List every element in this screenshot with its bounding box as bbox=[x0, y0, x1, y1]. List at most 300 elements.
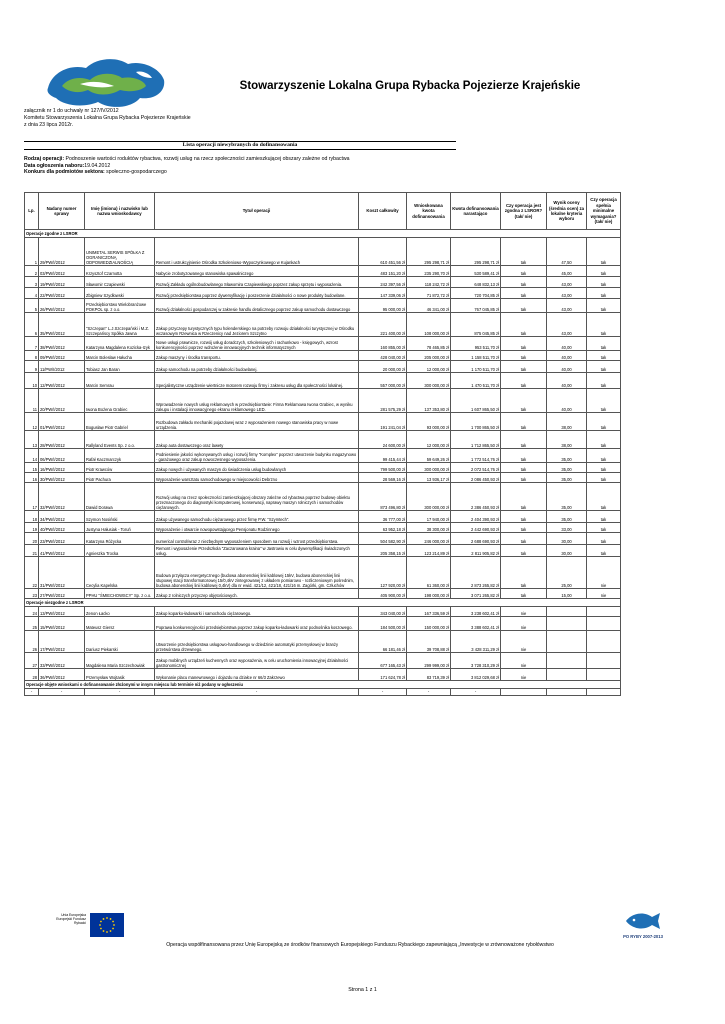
cell-lp: 25 bbox=[25, 617, 39, 631]
cell-cost: 147 339,06 zł bbox=[359, 288, 407, 299]
cell-requested: 108 000,00 zł bbox=[407, 313, 451, 337]
cell-requested: 71 872,72 zł bbox=[407, 288, 451, 299]
cell-score: 30,00 bbox=[547, 545, 587, 557]
cell-cumulative: 3 812 029,68 zł bbox=[451, 669, 501, 681]
cell-title: Zakup auta dostawczego oraz lawety bbox=[155, 431, 359, 449]
cell-lp: 27 bbox=[25, 653, 39, 669]
cell-applicant: Agnieszka Trocka bbox=[85, 545, 155, 557]
cell-lp: 7 bbox=[25, 337, 39, 351]
cell-requested: 167 336,59 zł bbox=[407, 607, 451, 617]
cell-score: 45,00 bbox=[547, 266, 587, 277]
cell-cost: 20 000,00 zł bbox=[359, 361, 407, 373]
cell-lp: 8 bbox=[25, 351, 39, 361]
table-row bbox=[25, 545, 621, 557]
cell-cost: 95 000,00 zł bbox=[359, 299, 407, 313]
cell-lp: 24 bbox=[25, 607, 39, 617]
cell-score: 33,00 bbox=[547, 523, 587, 533]
cell-case: 03/PW/I/2012 bbox=[39, 266, 85, 277]
page-number: Strona 1 z 1 bbox=[348, 987, 377, 993]
empty-cell: - bbox=[359, 689, 407, 696]
cell-compliant: tak bbox=[501, 413, 547, 431]
cell-applicant: Mateusz Giersz bbox=[85, 617, 155, 631]
column-header: Czy operacja jest zgodna z LSROR? (tak/ nie) bbox=[501, 193, 547, 230]
cell-title: Utworzenie przedsiębiorstwa usługowo-handlowego w dziedzinie automatyki przemysłowej w branży przetwórstwa drzewnego. bbox=[155, 631, 359, 653]
organization-title: Stowarzyszenie Lokalna Grupa Rybacka Pojezierze Krajeńskie bbox=[239, 80, 581, 92]
table-row bbox=[25, 277, 621, 288]
cell-case: 33/PW/I/2012 bbox=[39, 653, 85, 669]
cell-minreq: tak bbox=[587, 277, 621, 288]
cell-applicant: Piotr Krawców bbox=[85, 463, 155, 473]
cell-requested: 295 298,71 zł bbox=[407, 238, 451, 266]
cell-cumulative: 648 832,13 zł bbox=[451, 277, 501, 288]
cell-lp: 12 bbox=[25, 413, 39, 431]
cell-score bbox=[547, 669, 587, 681]
cell-applicant: Sławomir Czapiewski bbox=[85, 277, 155, 288]
cell-title: Zakup używanego samochodu ciężarowego przez firmę P.W. "Szymtech". bbox=[155, 511, 359, 523]
cell-title: Zakup mobilnych urządzeń kuchennych oraz wyposażenia, w celu uruchomienia innowacyjnej działalności gastronomicznej bbox=[155, 653, 359, 669]
cell-compliant: tak bbox=[501, 589, 547, 599]
cell-title: Rozwój Zakładu ogólnobudowlanego Sławomira Czapiewskiego poprzez zakup sprzętu i wyposażenia. bbox=[155, 277, 359, 288]
cell-cost: 184 500,00 zł bbox=[359, 617, 407, 631]
eu-star bbox=[112, 921, 114, 923]
cell-cumulative: 1 170 511,70 zł bbox=[451, 361, 501, 373]
cell-case: 20/PW/I/2012 bbox=[39, 389, 85, 413]
cell-score bbox=[547, 653, 587, 669]
cell-score: 35,00 bbox=[547, 483, 587, 511]
cell-case: 30/PW/I/2012 bbox=[39, 473, 85, 483]
cell-lp: 3 bbox=[25, 277, 39, 288]
cell-cumulative: 530 589,41 zł bbox=[451, 266, 501, 277]
eu-star bbox=[110, 930, 112, 932]
cell-cumulative: 3 238 602,41 zł bbox=[451, 607, 501, 617]
call-info bbox=[24, 156, 484, 176]
section-compliant bbox=[25, 230, 621, 238]
table-row bbox=[25, 337, 621, 351]
cell-applicant: Szymon Nosiński bbox=[85, 511, 155, 523]
empty-cell bbox=[547, 689, 587, 696]
cell-compliant: tak bbox=[501, 373, 547, 389]
cell-lp: 15 bbox=[25, 463, 39, 473]
cell-compliant: nie bbox=[501, 669, 547, 681]
cell-minreq bbox=[587, 669, 621, 681]
column-header: Wnioskowana kwota dofinansowania bbox=[407, 193, 451, 230]
cell-case: 28/PW/I/2012 bbox=[39, 431, 85, 449]
cell-case: 35/PW/I/2012 bbox=[39, 313, 85, 337]
empty-cell bbox=[501, 689, 547, 696]
cell-applicant: Marcin Semrau bbox=[85, 373, 155, 389]
cell-lp: 11 bbox=[25, 389, 39, 413]
operation-type-value: Podnoszenie wartości roduktów rybactwa, rozwój usług na rzecz społeczności zamieszkującej obszary zależne od rybactwa bbox=[65, 156, 350, 162]
funding-note: Operacja współfinansowana przez Unię Europejską ze środków finansowych Europejskiego Funduszu Rybackiego zapewniającą „Inwestycje w zrównoważone rybołówstwo bbox=[166, 942, 554, 948]
cell-cumulative: 875 045,85 zł bbox=[451, 313, 501, 337]
cell-cumulative: 720 704,85 zł bbox=[451, 288, 501, 299]
cell-cost: 205 358,15 zł bbox=[359, 545, 407, 557]
cell-case: 01/PW/I/2012 bbox=[39, 413, 85, 431]
cell-title: Wyposażenie warsztatu samochodowego w miejscowości Debrzno bbox=[155, 473, 359, 483]
operations-table bbox=[24, 192, 621, 696]
cell-case: 12/PW/I/2012 bbox=[39, 373, 85, 389]
cell-cost: 171 624,78 zł bbox=[359, 669, 407, 681]
cell-compliant: tak bbox=[501, 533, 547, 545]
cell-cost: 66 181,46 zł bbox=[359, 631, 407, 653]
cell-title: Zakup nowych i używanych maszyn do świadczenia usług budowlanych bbox=[155, 463, 359, 473]
table-row bbox=[25, 288, 621, 299]
cell-case: 26/PW/I/2012 bbox=[39, 299, 85, 313]
cell-cost: 799 500,00 zł bbox=[359, 463, 407, 473]
cell-cumulative: 2 688 690,93 zł bbox=[451, 533, 501, 545]
cell-compliant: tak bbox=[501, 361, 547, 373]
cell-compliant: nie bbox=[501, 607, 547, 617]
table-row bbox=[25, 483, 621, 511]
cell-case: 32/PW/I/2012 bbox=[39, 483, 85, 511]
cell-title: Zakup koparko-ładowarki i samochodu ciężarowego. bbox=[155, 607, 359, 617]
table-row bbox=[25, 669, 621, 681]
cell-lp: 20 bbox=[25, 533, 39, 545]
cell-title: Zakup przyczepy turystycznych typu holenderskiego na potrzeby rozwoju działalności turystycznej w Ośrodku wczasowym Rzewnica w Rzeczenicy nad Jeziorem Szczytno bbox=[155, 313, 359, 337]
cell-title: Budowa przyłącza energetycznego (budowa abonenckiej linii kablowej 15kV, budowa abonenckiej linii stupowej stacji transformatorowej 15/0,4kV zintegrowanej z układem pomiarowo - rozliczeniowym pośrednim, budowa abonenckiej linii kablowej 0,4kV) dla nr ewid. 421/12, 421/18, 421/16 m. Zagórki, gm. Człuchów bbox=[155, 557, 359, 589]
cell-lp: 2 bbox=[25, 266, 39, 277]
cell-cost: 99 415,44 zł bbox=[359, 449, 407, 463]
cell-compliant: tak bbox=[501, 483, 547, 511]
section-late bbox=[25, 681, 621, 689]
cell-lp: 4 bbox=[25, 288, 39, 299]
cell-title: Nowe usługi prawnicze, rozwój usług doradczych, szkoleniowych i rachunkowo - księgowych, wzrost konkurencyjności poprzez wdrożenie innowacyjnych technik informatycznych bbox=[155, 337, 359, 351]
cell-score: 40,00 bbox=[547, 351, 587, 361]
cell-cumulative: 3 428 311,29 zł bbox=[451, 631, 501, 653]
cell-lp: 21 bbox=[25, 545, 39, 557]
cell-compliant: tak bbox=[501, 463, 547, 473]
cell-applicant: Justyna Hałusiak - Toruń bbox=[85, 523, 155, 533]
table-row bbox=[25, 238, 621, 266]
cell-lp: 16 bbox=[25, 473, 39, 483]
cell-applicant: Zbigniew Szydłowski bbox=[85, 288, 155, 299]
table-row bbox=[25, 389, 621, 413]
eu-star bbox=[100, 928, 102, 930]
operation-type-label: Rodzaj operacji: bbox=[24, 156, 65, 162]
cell-compliant: tak bbox=[501, 266, 547, 277]
cell-minreq: tak bbox=[587, 373, 621, 389]
cell-requested: 12 000,00 zł bbox=[407, 431, 451, 449]
cell-case: 23/PW/I/2012 bbox=[39, 533, 85, 545]
cell-cumulative: 2 404 390,93 zł bbox=[451, 511, 501, 523]
cell-minreq: tak bbox=[587, 238, 621, 266]
table-row bbox=[25, 653, 621, 669]
list-title: Lista operacji niewybranych do dofinansowania bbox=[24, 141, 456, 150]
cell-case: 27/PW/I/2012 bbox=[39, 589, 85, 599]
table-row bbox=[25, 617, 621, 631]
cell-minreq: tak bbox=[587, 463, 621, 473]
eu-star bbox=[106, 931, 108, 933]
cell-applicant: Krzysztof Czarnotta bbox=[85, 266, 155, 277]
cell-title: Podniesienie jakości wykonywanych usług i rozwój firmy "Komplex" poprzez utworzenie budynku magazynowo - garażowego oraz zakup nowoczesnego wyposażenia. bbox=[155, 449, 359, 463]
sector bbox=[24, 169, 484, 176]
column-header: Czy operacja spełnia minimalne wymagania? (tak/ nie) bbox=[587, 193, 621, 230]
cell-score: 43,00 bbox=[547, 299, 587, 313]
cell-cumulative: 1 772 514,76 zł bbox=[451, 449, 501, 463]
cell-compliant: tak bbox=[501, 337, 547, 351]
table-row bbox=[25, 631, 621, 653]
cell-case: 29/PW/I/2012 bbox=[39, 238, 85, 266]
cell-score: 40,00 bbox=[547, 389, 587, 413]
cell-minreq bbox=[587, 607, 621, 617]
cell-cost: 428 040,00 zł bbox=[359, 351, 407, 361]
cell-cost: 63 952,18 zł bbox=[359, 523, 407, 533]
table-row bbox=[25, 413, 621, 431]
cell-cost: 343 040,00 zł bbox=[359, 607, 407, 617]
date-line: z dnia 23 lipca 2012r. bbox=[24, 122, 74, 128]
cell-minreq: tak bbox=[587, 533, 621, 545]
cell-cost: 504 582,90 zł bbox=[359, 533, 407, 545]
cell-score: 40,00 bbox=[547, 361, 587, 373]
cell-score: 38,00 bbox=[547, 413, 587, 431]
cell-applicant: Cecylia Kapelska bbox=[85, 557, 155, 589]
cell-cumulative: 295 298,71 zł bbox=[451, 238, 501, 266]
cell-cost: 873 496,80 zł bbox=[359, 483, 407, 511]
empty-cell: - bbox=[25, 689, 39, 696]
column-header: Koszt całkowity bbox=[359, 193, 407, 230]
cell-minreq: tak bbox=[587, 351, 621, 361]
cell-applicant: Piotr Pachura bbox=[85, 473, 155, 483]
cell-minreq: tak bbox=[587, 473, 621, 483]
cell-case: 09/PW/I/2012 bbox=[39, 351, 85, 361]
cell-lp: 13 bbox=[25, 431, 39, 449]
eu-star bbox=[112, 928, 114, 930]
cell-score bbox=[547, 631, 587, 653]
cell-case: 06/PW/I/2012 bbox=[39, 449, 85, 463]
section-label: Operacje zgodne z LSROR bbox=[25, 230, 621, 238]
cell-title: numerical control/wraz z niezbędnym wyposażeniem sposobem na rozwój i wzrost przedsiębiorstwa. bbox=[155, 533, 359, 545]
cell-case: 38/PW/I/2012 bbox=[39, 337, 85, 351]
cell-requested: 46 341,00 zł bbox=[407, 299, 451, 313]
cell-case: 34/PW/I/2012 bbox=[39, 511, 85, 523]
cell-title: Wyposażenie i otwarcie nowopowstającego Pensjonatu Rodzinnego bbox=[155, 523, 359, 533]
cell-requested: 78 465,85 zł bbox=[407, 337, 451, 351]
cell-requested: 300 000,00 zł bbox=[407, 483, 451, 511]
cell-compliant: tak bbox=[501, 545, 547, 557]
cell-title: Specjalistyczne urządzenie wiertnicze motorem rozwoju firmy i zakresu usług dla społeczności lokalnej. bbox=[155, 373, 359, 389]
cell-score: 30,00 bbox=[547, 533, 587, 545]
empty-cell: - bbox=[39, 689, 85, 696]
cell-cumulative: 3 728 310,29 zł bbox=[451, 653, 501, 669]
empty-cell: - bbox=[85, 689, 155, 696]
cell-score: 15,00 bbox=[547, 589, 587, 599]
cell-requested: 150 000,00 zł bbox=[407, 617, 451, 631]
cell-compliant: tak bbox=[501, 473, 547, 483]
cell-applicant: UNIMETAL SERWIS SPÓŁKA Z OGRANICZONĄ ODPOWIEDZIALNOŚCIĄ bbox=[85, 238, 155, 266]
table-row bbox=[25, 299, 621, 313]
section-label: Operacje objęte wnioskami o dofinansowanie złożonymi w innym miejscu lub terminie niż podany w ogłoszeniu bbox=[25, 681, 621, 689]
cell-score: 25,00 bbox=[547, 557, 587, 589]
cell-requested: 246 000,00 zł bbox=[407, 533, 451, 545]
empty-cell bbox=[587, 689, 621, 696]
cell-cumulative: 1 607 865,50 zł bbox=[451, 389, 501, 413]
empty-cell: - bbox=[407, 689, 451, 696]
cell-title: Zakup maszyny i środka transportu. bbox=[155, 351, 359, 361]
cell-compliant: tak bbox=[501, 313, 547, 337]
column-header: Nadany numer sprawy bbox=[39, 193, 85, 230]
section-noncompliant bbox=[25, 599, 621, 607]
cell-case: 17/PW/I/2012 bbox=[39, 631, 85, 653]
section-label: Operacje niezgodne z LSROR bbox=[25, 599, 621, 607]
cell-cumulative: 1 470 511,70 zł bbox=[451, 373, 501, 389]
cell-applicant: Rafał Kaczmarczyk bbox=[85, 449, 155, 463]
cell-cumulative: 1 158 511,70 zł bbox=[451, 351, 501, 361]
cell-cost: 557 000,00 zł bbox=[359, 373, 407, 389]
cell-requested: 300 000,00 zł bbox=[407, 373, 451, 389]
operations-table-wrapper bbox=[24, 192, 620, 696]
cell-title: Rozbudowa zakładu mechaniki pojazdowej wraz z wyposażeniem nowego stanowiska pracy w nowe urządzenia. bbox=[155, 413, 359, 431]
cell-lp: 19 bbox=[25, 523, 39, 533]
cell-cost: 221 400,00 zł bbox=[359, 313, 407, 337]
cell-lp: 9 bbox=[25, 361, 39, 373]
cell-minreq: tak bbox=[587, 288, 621, 299]
cell-requested: 17 940,00 zł bbox=[407, 511, 451, 523]
table-row bbox=[25, 523, 621, 533]
table-row bbox=[25, 473, 621, 483]
cell-compliant: nie bbox=[501, 631, 547, 653]
cell-cost: 281 575,29 zł bbox=[359, 389, 407, 413]
cell-applicant: Dariusz Piekarski bbox=[85, 631, 155, 653]
announcement-date-value: 19.04.2012 bbox=[84, 162, 111, 169]
cell-requested: 61 360,00 zł bbox=[407, 557, 451, 589]
cell-applicant: Katarzyna Różycka bbox=[85, 533, 155, 545]
cell-lp: 14 bbox=[25, 449, 39, 463]
cell-cost: 483 151,20 zł bbox=[359, 266, 407, 277]
cell-compliant: tak bbox=[501, 389, 547, 413]
cell-cumulative: 767 045,85 zł bbox=[451, 299, 501, 313]
cell-score: 35,00 bbox=[547, 463, 587, 473]
cell-cost: 28 569,16 zł bbox=[359, 473, 407, 483]
cell-minreq: tak bbox=[587, 483, 621, 511]
fishery-program-logo bbox=[622, 907, 664, 941]
cell-case: 19/PW/I/2012 bbox=[39, 277, 85, 288]
cell-requested: 198 000,00 zł bbox=[407, 589, 451, 599]
table-row bbox=[25, 511, 621, 523]
cell-requested: 299 999,00 zł bbox=[407, 653, 451, 669]
cell-minreq bbox=[587, 617, 621, 631]
operation-type bbox=[24, 156, 484, 163]
cell-lp: 22 bbox=[25, 557, 39, 589]
cell-cost: 610 451,56 zł bbox=[359, 238, 407, 266]
cell-case: 16/PW/I/2012 bbox=[39, 463, 85, 473]
cell-applicant: Iwona Bożena Grabiec bbox=[85, 389, 155, 413]
eu-label: Unia Europejska Europejski Fundusz Rybacki bbox=[56, 913, 86, 926]
column-header: Tytuł operacji bbox=[155, 193, 359, 230]
cell-lp: 28 bbox=[25, 669, 39, 681]
cell-case: 15/PW/I/2012 bbox=[39, 617, 85, 631]
cell-lp: 26 bbox=[25, 631, 39, 653]
cell-applicant: Przedsiębiorstwo Wielobranżowe POKPOL sp. z o.o. bbox=[85, 299, 155, 313]
cell-score: 38,00 bbox=[547, 431, 587, 449]
cell-requested: 93 000,00 zł bbox=[407, 413, 451, 431]
cell-minreq: tak bbox=[587, 361, 621, 373]
cell-cumulative: 2 442 690,93 zł bbox=[451, 523, 501, 533]
cell-title: Zakup samochodu na potrzeby działalności budowlanej. bbox=[155, 361, 359, 373]
column-header: Lp. bbox=[25, 193, 39, 230]
cell-title: Remont i wyposażenie Przedszkola "Zaczarowana kraina" w Jastrowiu w celu dywersyfikacji świadczonych usług. bbox=[155, 545, 359, 557]
cell-score: 35,00 bbox=[547, 449, 587, 463]
cell-requested: 205 000,00 zł bbox=[407, 351, 451, 361]
cell-minreq: tak bbox=[587, 511, 621, 523]
cell-minreq: tak bbox=[587, 266, 621, 277]
cell-cumulative: 2 386 450,93 zł bbox=[451, 483, 501, 511]
cell-compliant: tak bbox=[501, 277, 547, 288]
cell-compliant: tak bbox=[501, 351, 547, 361]
cell-compliant: tak bbox=[501, 511, 547, 523]
cell-cost: 127 920,00 zł bbox=[359, 557, 407, 589]
cell-case: 40/PW/I/2012 bbox=[39, 523, 85, 533]
cell-requested: 300 000,00 zł bbox=[407, 463, 451, 473]
committee-line: Komitetu Stowarzyszenia Lokalna Grupa Rybacka Pojezierze Krajeńskie bbox=[24, 115, 191, 121]
cell-compliant: tak bbox=[501, 557, 547, 589]
announcement-date-label: Data ogłoszenia naboru: bbox=[24, 162, 85, 169]
cell-case: 31/PW/I/2012 bbox=[39, 557, 85, 589]
cell-title: Wprowadzenie nowych usług reklamowych w przedsiębiorstwie: Firma Reklamowa Iwona Grabiec, w wyniku zakupu i instalacji innowacyjnego ekranu reklamowego LED. bbox=[155, 389, 359, 413]
cell-score: 35,00 bbox=[547, 473, 587, 483]
cell-requested: 123 214,89 zł bbox=[407, 545, 451, 557]
cell-title: Wykonanie placu manewrowego i dojazdu na działce nr 66/3 Zakrzewo bbox=[155, 669, 359, 681]
cell-minreq: tak bbox=[587, 523, 621, 533]
resolution-reference bbox=[24, 108, 191, 129]
cell-requested: 39 708,88 zł bbox=[407, 631, 451, 653]
cell-score: 40,00 bbox=[547, 337, 587, 351]
table-row bbox=[25, 266, 621, 277]
table-row bbox=[25, 589, 621, 599]
eu-star bbox=[113, 924, 115, 926]
cell-cost: 677 165,43 zł bbox=[359, 653, 407, 669]
cell-compliant: nie bbox=[501, 617, 547, 631]
cell-compliant: tak bbox=[501, 431, 547, 449]
eu-star bbox=[103, 918, 105, 920]
cell-applicant: Marcin Bolesław Hałucha bbox=[85, 351, 155, 361]
cell-lp: 18 bbox=[25, 511, 39, 523]
announcement-date bbox=[24, 163, 484, 170]
column-header: Kwota dofinansowania narastająco bbox=[451, 193, 501, 230]
cell-requested: 118 242,72 zł bbox=[407, 277, 451, 288]
cell-cumulative: 3 071 265,82 zł bbox=[451, 589, 501, 599]
cell-title: Rozwój usług na rzecz społeczności zamieszkującej obszary zależne od rybactwa poprzez budowę obiektu przeznaczonego do diagnostyki komputerowej, konserwacji, naprawy maszyn rolniczych i samochodów ciężarowych. bbox=[155, 483, 359, 511]
cell-title: Rozwój przedsiębiorstwa poprzez dywersyfikację i poszerzenie działalności o nowe produkty budowlane. bbox=[155, 288, 359, 299]
cell-applicant: Tobiasz Jan Baran bbox=[85, 361, 155, 373]
cell-cumulative: 2 072 514,76 zł bbox=[451, 463, 501, 473]
table-row bbox=[25, 449, 621, 463]
cell-requested: 13 936,17 zł bbox=[407, 473, 451, 483]
cell-score bbox=[547, 607, 587, 617]
cell-minreq bbox=[587, 653, 621, 669]
eu-star bbox=[100, 921, 102, 923]
cell-case: 11/PW/I/2012 bbox=[39, 361, 85, 373]
cell-requested: 235 290,70 zł bbox=[407, 266, 451, 277]
eu-star bbox=[99, 924, 101, 926]
table-row bbox=[25, 533, 621, 545]
cell-lp: 6 bbox=[25, 313, 39, 337]
cell-score: 35,00 bbox=[547, 511, 587, 523]
cell-lp: 1 bbox=[25, 238, 39, 266]
cell-minreq bbox=[587, 631, 621, 653]
cell-applicant: Zenon Łacko bbox=[85, 607, 155, 617]
cell-case: 41/PW/I/2012 bbox=[39, 545, 85, 557]
empty-cell: - bbox=[451, 689, 501, 696]
table-row bbox=[25, 373, 621, 389]
eu-flag-icon bbox=[90, 913, 124, 937]
cell-title: Poprawa konkurencyjności przedsiębiorstwa poprzez zakup koparko-ładowarki oraz podnośnika koszowego. bbox=[155, 617, 359, 631]
table-row bbox=[25, 463, 621, 473]
cell-cost: 36 777,00 zł bbox=[359, 511, 407, 523]
cell-title: Nabycie zrobotyzowanego stanowiska spawalniczego bbox=[155, 266, 359, 277]
cell-cost: 242 397,56 zł bbox=[359, 277, 407, 288]
cell-cost: 191 241,04 zł bbox=[359, 413, 407, 431]
table-row bbox=[25, 361, 621, 373]
